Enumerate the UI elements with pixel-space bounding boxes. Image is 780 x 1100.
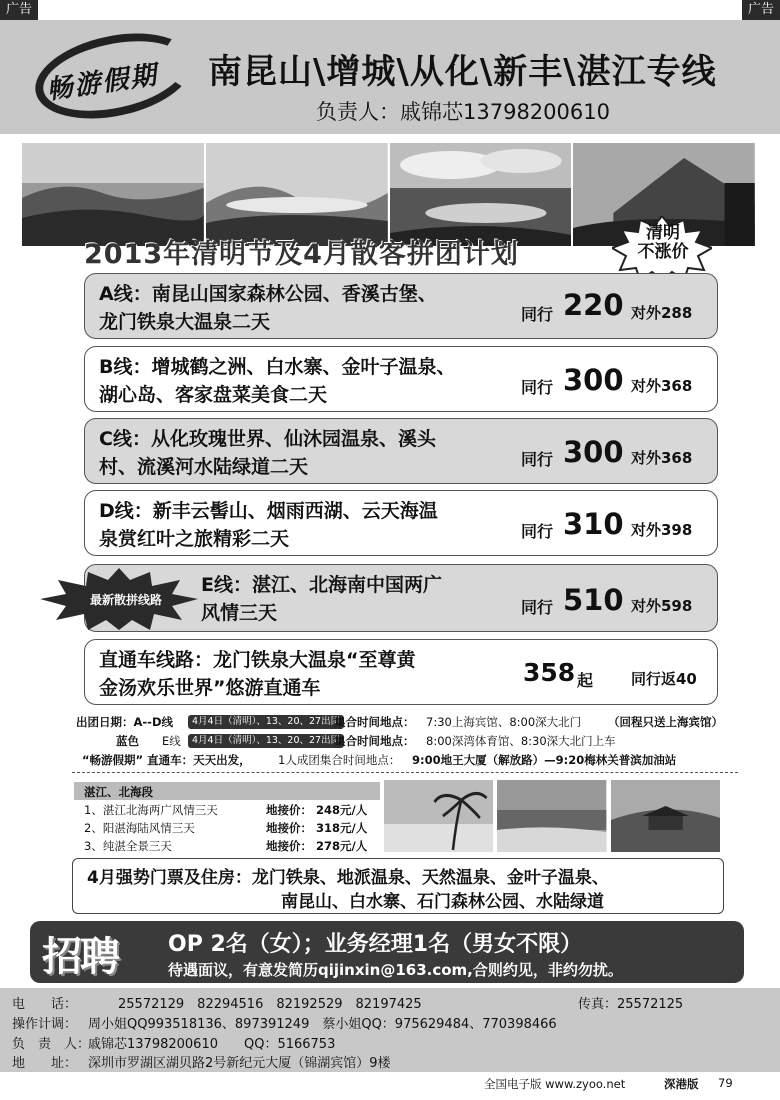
tickets-section <box>72 858 724 914</box>
schedule-label: E线 <box>162 734 181 748</box>
page-number: 79 <box>718 1076 733 1090</box>
tour-name: 3、纯湛全景三天 <box>84 839 172 853</box>
route-line-2: 金汤欢乐世界”悠游直通车 <box>99 677 321 699</box>
direct-rebate: 同行返40 <box>631 670 697 688</box>
price-label: 地接价： <box>266 821 312 835</box>
zhanjiang-section <box>74 782 380 856</box>
route-line-1: A线：南昆山国家森林公园、香溪古堡、 <box>99 283 437 305</box>
list-item <box>74 818 380 836</box>
recruit-positions: OP 2名（女）；业务经理1名（男女不限） <box>168 932 583 957</box>
schedule-info <box>72 713 772 770</box>
schedule-row-e <box>72 732 772 751</box>
route-line-2: 泉赏红叶之旅精彩二天 <box>99 528 290 550</box>
list-item <box>74 800 380 818</box>
brand-logo-text: 畅游假期 <box>44 60 160 106</box>
manager-label: 负 责 人： <box>12 1037 91 1052</box>
peer-price: 300 <box>563 363 624 397</box>
palm-beach-photo <box>384 780 493 852</box>
price-label: 地接价： <box>266 803 312 817</box>
phone-numbers: 25572129 82294516 82192529 82197425 <box>118 997 422 1012</box>
no-price-rise-badge <box>622 224 704 262</box>
mountain-photo-2 <box>206 143 388 246</box>
badge-line-1: 清明 <box>646 223 680 243</box>
ops-label: 操作计调： <box>12 1017 78 1032</box>
meet-label: 集合时间地点： <box>334 734 415 748</box>
contact-footer <box>0 988 780 1072</box>
plan-title: 2013年清明节及4月散客拼团计划 <box>84 239 519 270</box>
beach-photo-strip <box>384 780 720 852</box>
tour-price: 278元/人 <box>316 839 368 853</box>
ad-tag-left: 广告 <box>0 0 38 20</box>
public-price: 对外368 <box>631 377 693 395</box>
route-card-c <box>84 418 718 484</box>
route-line-1: C线：从化玫瑰世界、仙沐园温泉、溪头 <box>99 428 436 450</box>
page-title: 南昆山\增城\从化\新丰\湛江专线 <box>208 52 717 92</box>
ad-tag-right: 广告 <box>742 0 780 20</box>
peer-label: 同行 <box>521 598 554 617</box>
route-card-d <box>84 490 718 556</box>
schedule-label: “畅游假期” 直通车：天天出发， <box>82 753 251 767</box>
list-item <box>74 836 380 854</box>
route-description <box>99 425 529 481</box>
address: 深圳市罗湖区湖贝路2号新纪元大厦（锦湖宾馆）9楼 <box>88 1056 391 1071</box>
meet-point: 9:00地王大厦（解放路）—9:20梅林关普滨加油站 <box>412 753 677 767</box>
recruit-contact: 待遇面议，有意发简历qijinxin@163.com,合则约见，非约勿扰。 <box>168 961 623 979</box>
meet-point: 7:30上海宾馆、8:00深大北门 <box>426 715 582 729</box>
schedule-label: 出团日期：A--D线 <box>76 715 173 729</box>
route-description <box>99 353 529 409</box>
badge-line-2: 不涨价 <box>637 242 689 262</box>
route-line-1: D线：新丰云髻山、烟雨西湖、云天海温 <box>99 500 438 522</box>
direct-price: 358 <box>523 658 576 687</box>
route-description <box>201 571 521 627</box>
public-price: 对外598 <box>631 597 693 615</box>
route-description <box>99 646 529 702</box>
meet-label: 集合时间地点： <box>334 715 415 729</box>
peer-label: 同行 <box>521 522 554 541</box>
recruitment-banner <box>30 921 744 983</box>
tickets-line-2: 南昆山、白水寨、石门森林公园、水陆绿道 <box>281 892 604 912</box>
meet-point: 8:00深湾体育馆、8:30深大北门上车 <box>426 734 616 748</box>
peer-label: 同行 <box>521 305 554 324</box>
tour-name: 1、湛江北海两广风情三天 <box>84 803 218 817</box>
peer-price: 510 <box>563 583 624 617</box>
schedule-row-ad <box>72 713 772 732</box>
lake-photo <box>390 143 572 246</box>
peer-label: 同行 <box>521 450 554 469</box>
new-route-badge: 最新散拼线路 <box>89 593 162 607</box>
header-contact: 负责人：戚锦芯13798200610 <box>316 100 610 124</box>
route-line-1: E线：湛江、北海南中国两广 <box>201 574 442 596</box>
edition-label: 深港版 <box>664 1077 699 1091</box>
peer-label: 同行 <box>521 378 554 397</box>
schedule-row-direct <box>72 751 772 770</box>
manager-contact: 戚锦芯13798200610 QQ：5166753 <box>88 1037 336 1052</box>
peer-price: 310 <box>563 507 624 541</box>
route-line-2: 湖心岛、客家盘菜美食二天 <box>99 384 328 406</box>
schedule-dates: 4月4日（清明）、13、20、27出团 <box>188 734 344 748</box>
tour-price: 318元/人 <box>316 821 368 835</box>
peer-price: 220 <box>563 288 624 322</box>
public-price: 对外398 <box>631 521 693 539</box>
section-divider <box>72 772 738 773</box>
fax-number: 传真：25572125 <box>578 997 684 1012</box>
site-url: 全国电子版 www.zyoo.net <box>484 1077 626 1091</box>
recruit-heading: 招聘 <box>42 933 118 980</box>
return-note: （回程只送上海宾馆） <box>608 715 723 729</box>
phone-label: 电 话： <box>12 997 78 1012</box>
public-price: 对外288 <box>631 304 693 322</box>
schedule-dates: 4月4日（清明）、13、20、27出团 <box>188 715 344 729</box>
route-line-2: 龙门铁泉大温泉二天 <box>99 311 271 333</box>
coast-photo <box>497 780 606 852</box>
peer-price: 300 <box>563 435 624 469</box>
route-description <box>99 497 529 553</box>
price-label: 地接价： <box>266 839 312 853</box>
ops-contacts: 周小姐QQ993518136、897391249 蔡小姐QQ：975629484、770398466 <box>88 1017 557 1032</box>
tour-name: 2、阳湛海陆风情三天 <box>84 821 195 835</box>
route-line-1: B线：增城鹤之洲、白水寨、金叶子温泉、 <box>99 356 456 378</box>
mountain-photo-1 <box>22 143 204 246</box>
route-description <box>99 280 529 336</box>
meet-label: 1人成团集合时间地点： <box>278 753 401 767</box>
brand-logo <box>28 30 198 125</box>
route-card-a <box>84 273 718 339</box>
tickets-line-1: 4月强势门票及住房：龙门铁泉、地派温泉、天然温泉、金叶子温泉、 <box>87 868 609 888</box>
pavilion-photo <box>611 780 720 852</box>
zhanjiang-heading: 湛江、北海段 <box>74 782 380 800</box>
route-line-2: 风情三天 <box>201 602 278 624</box>
route-card-direct <box>84 639 718 705</box>
route-line-2: 村、流溪河水陆绿道二天 <box>99 456 309 478</box>
route-line-1: 直通车线路：龙门铁泉大温泉“至尊黄 <box>99 649 416 671</box>
schedule-color: 蓝色 <box>116 734 139 748</box>
tour-price: 248元/人 <box>316 803 368 817</box>
route-card-b <box>84 346 718 412</box>
direct-price-suffix: 起 <box>577 671 594 690</box>
address-label: 地 址： <box>12 1056 78 1071</box>
public-price: 对外368 <box>631 449 693 467</box>
